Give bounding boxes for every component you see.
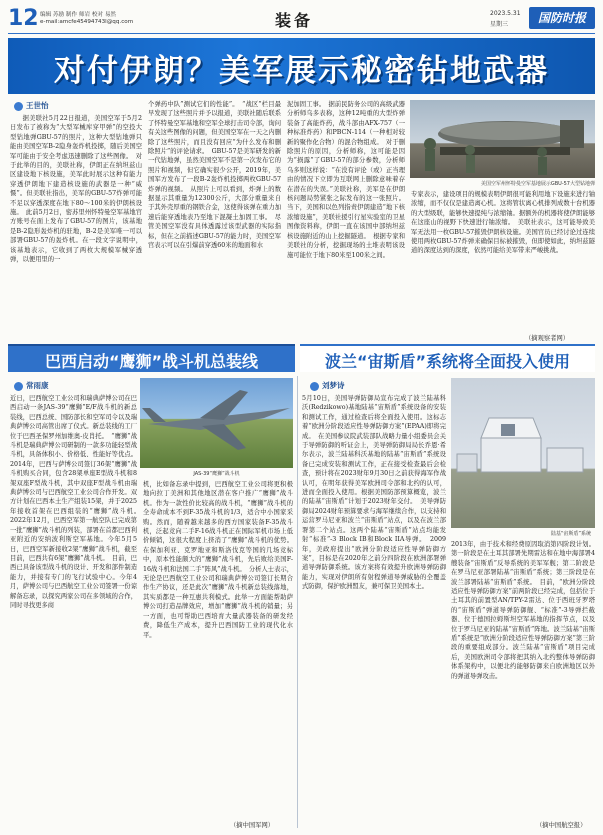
aegis-ashore-illustration	[451, 378, 595, 528]
article3-headline: 波兰“宙斯盾”系统将全面投入使用	[324, 352, 571, 371]
article1-source: （摘观察者网）	[525, 335, 570, 342]
article1-author-name: 王世怡	[26, 101, 49, 110]
article2-headline: 巴西启动“鹰狮”战斗机总装线	[44, 352, 259, 371]
page-header	[8, 6, 595, 34]
article3-col2: 2013年，由于技术和经费原因取消第四阶段计划。第一阶段是在土耳其部署先期雷达和在地中海部署4艘装备“宙斯盾”反导系统的美军军舰；第二阶段是在罗马尼亚部署陆基“宙斯盾”系统；第三阶段是在波兰部署陆基“宙斯盾”系统。 目前，“欧洲分阶段适应性导弹防御方案”前两阶段已经完成，包括位于土耳其的前置型AN/TPY-2雷达、位于西班牙罗塔的“宙斯盾”弹道导弹防御舰、“标准”-3导弹拦截器、位于德国拉姆斯坦空军基地的指挥节点，以及位于罗马尼亚的陆基“宙斯盾”阵地。波兰陆基“宙斯盾”系统是“欧洲分阶段适应性导弹防御方案”第三阶段的重要组成部分。波兰陆基“宙斯盾”项目完成后，美国欧洲司令部将把其纳入北约整体导弹防御体系架构中，以便北约能够防御来自欧洲地区以外的弹道导弹攻击。	[451, 541, 595, 680]
masthead-logo	[529, 7, 595, 29]
jet-illustration	[140, 378, 293, 468]
article3-author	[310, 380, 345, 391]
article3-author-name: 刘梦诗	[322, 381, 345, 390]
section-title: 装备	[275, 11, 314, 30]
article2-col1: 近日，巴西航空工业公司和瑞典萨博公司在巴西启动一条JAS-39“鹰狮”E/F战斗机的新总装线，巴西总统、国防部长和空军司令以及瑞典萨博公司高管出席了仪式。新总装线的工厂位于巴西圣保罗州加维奥-皮肖托。 “鹰狮”战斗机是瑞典萨博公司研制的一款多功能轻型战斗机，具备体积小、价格低、性能好等优点。2014年，巴西与萨博公司签订36架“鹰狮”战斗机购买合同，包含28架单座E型战斗机和8架双座F型战斗机，其中双座F型战斗机由瑞典萨博公司与巴西航空工业公司合作开发。双方计划在巴西本土生产组装15架，并于2025年接收首架在巴西组装的“鹰狮”战斗机。 2022年12月，巴西空军第一航空队已完成第一批“鹰狮”战斗机的列装，部署在首都巴西利亚附近的安纳波利斯空军基地。今年5月5日，巴西空军新接收2架“鹰狮”战斗机，截至目前，巴西共有6架“鹰狮”战斗机。 目前，巴西已具备该型战斗机的设计、开发和部件制造能力，并接有专门的飞行试验中心。今年4月，萨博公司与巴西航空工业公司签署一份谅解备忘录，以探究两家公司在多领域的合作，同时寻找更多商	[10, 395, 144, 609]
article2-photo	[140, 378, 293, 468]
article2-source: （摘中国军网）	[230, 822, 275, 829]
article1-col1: 据美联社5月22日报道，美国空军于5月2日发布了被称为“大型军械库穿甲弹”的空投大型钻地弹GBU-57的照片，这种大型钻地弹只能由美国空军B-2隐身轰炸机投掷，随后美国空军可能由于安全考虑迅速删除了这些图像。 对于此举的目的，美联社称，伊朗正在纳坦兹山区建设地下核设施，美军此时展示这种有能力穿透伊朗地下建造核设施的武器是一种“威慑”。但美联社指出，美军的GBU-57炸弹可能不足以穿透深度在地下80～100米的伊朗核设施。 此前5月2日，密苏里州怀特曼空军基地官方账号在面上发布了GBU-57的图片，该基地是B-2隐形轰炸机的驻地，B-2是美军唯一可以部署GBU-57的轰炸机。在一段文字说明中，该基地表示，它收到了两枚大规模军械穿透弹，以便用里的一	[10, 115, 142, 264]
pen-icon	[14, 102, 23, 111]
article3-col1: 5月10日，美国导弹防御局宣布完成了波兰陆基科沃(Redzikowo)基地陆基“宙斯盾”系统设备的安装和测试工作，通过检查后将全面投入使用。这标志着“欧洲分阶段适应性导弹防御方案”(EPAA)即将完成。 在美国参议院武装部队战略力量小组委员会关于导弹防御的听证会上，美导弹防御局局长乔恩·希尔表示，波兰陆基科沃基地的陆基“宙斯盾”系统设备已完成安装和测试工作，正在接受检查最后会检查，预计将在2023财年9月30日之前获得海军作战认可，在明年获得美军欧洲司令部和北约的认可，进而全面投入使用。根据美国防部预算概览，波兰的陆基“宙斯盾”计划于2023财年交付。 美导弹防御局2024财年预算要求与海军继续合作，以支持和运营罗马尼亚和波兰“宙斯盾”站点，以及在波兰部署第二个站点。这两个陆基“宙斯盾”站点均能发射“标准”-3 Block IB和Block IIA导弹。 2009年，美政府提出“欧洲分阶段适应性导弹防御方案”，目标是在2020年之前分四阶段在欧洲部署弹道导弹防御系统。该方案将有效提升欧洲导弹防御能力，实现对伊朗所有射程弹道导弹威胁的全覆盖式防御，保护欧洲盟友，兼可保卫美国本土。	[302, 395, 446, 591]
article2-author-name: 常雨康	[26, 381, 49, 390]
bomb-illustration	[410, 100, 595, 178]
article2-head	[8, 344, 295, 372]
article2-author	[14, 380, 49, 391]
article3-source: （摘中国航空报）	[536, 822, 587, 829]
article2-col2: 机，比如备忘录中提到，巴西航空工业公司将更积极地向拉丁美洲和其他地区潜在客户推广“鹰狮”战斗机。作为一款性价比较高的战斗机，“鹰狮”战斗机的全寿命成本不到F-35战斗机的1/3，适合中小国家采购。然而，随着越来越多的西方国家装备F-35战斗机，泛起竞向二手F-16战斗机正在国际军机市场上低价倾销，这很大程度上挤消了“鹰狮”战斗机的优势。在保加利亚、克罗地亚和斯洛伐克等国的几场竞标中，原本性能颇大的“鹰狮”战斗机，先后败给美国F-16战斗机和法国二手“阵风”战斗机。 分析人士表示，无论是巴西航空工业公司和瑞典萨博公司签订长期合作生产协议，还是此次“鹰狮”战斗机新总装线落地，其实质都是一种互惠共利模式。此举一方面能帮助萨博公司打造品牌效应，增加“鹰狮”战斗机的销量；另一方面，也可帮助巴西培育大量武器装备的研发经费，降低生产成本，提升巴西国防工业的现代化水平。	[143, 481, 293, 639]
masthead-text: 国防时报	[537, 11, 586, 25]
article1-banner	[8, 38, 595, 94]
article3-head	[300, 344, 595, 372]
pen-icon	[14, 382, 23, 391]
article1-col4: 专家表示，建设项目的规模表明伊朗很可能利用地下设施来进行铀浓缩，而不仅仅是建造离心机。这将管状离心机排列成数十台机器的大型级联，能够快速提纯与浓缩铀。据额外的机器将使伊朗能够在这座山的视野下快速进行铀浓缩。 美联社表示，这可能导致美军无法用一枚GBU-57摧毁伊朗核设施。美国官员已经讨论过连续使用两枚GBU-57炸弹来确保目标被摧毁，但即使如此，纳坦兹隧道的深度达到的深度，依然可能给美军带来严峻挑战。	[411, 191, 595, 255]
email-line: e-mail:amcfe45494743l@qq.com	[40, 19, 134, 25]
article1-caption: 美国空军州怀特曼空军基地展示GBU-57大型钻地弹	[480, 181, 595, 187]
page-number: 12	[8, 6, 39, 31]
column-divider	[297, 376, 298, 828]
article3-photo	[451, 378, 595, 528]
pen-icon	[310, 382, 319, 391]
issue-weekday: 星期三	[490, 21, 509, 28]
article1-col2: 个弹药中队”测试它们的性能”。 “战区”栏目最早发现了这些照片并予以报道，美联社随后联系了怀特曼空军基地和空军全球打击司令部，询问有关这些图像的问题，但美国空军在一天之内删除了这些照片，而且没有回应“为什么发布和删除照片”的评论请求。 GBU-57是美军研发的新一代钻地弹，虽然美国空军不是第一次发布它的照片和视频，但它确实很少公开，2019年，美国军方发布了一段B-2轰炸机投掷两枚GBU-57炸弹的视频。 从照片上可以看到，炸弹上的数据显示其重量为12300公斤，大部分重量来自于其外壳厚重的钢铁合金，这使得该弹在重力加速后能穿透地表乃至地下混凝土加固工事。 尽管美国空军没有具体透露过该型武器的实际指标，但在之前描述GBU-57的能力时，美国空军官表示可以在引爆前穿透60米的地面和水	[148, 101, 281, 250]
article3-caption: 陆基“宙斯盾”系统	[550, 531, 591, 537]
article2-caption: JAS-39“鹰狮”战斗机	[193, 471, 240, 477]
article1-author	[14, 100, 49, 111]
issue-date: 2023.5.31	[490, 10, 521, 17]
article1-headline: 对付伊朗？美军展示秘密钻地武器	[54, 53, 549, 89]
article1-col3: 泥加固工事。 据前民防务公司的高级武器分析师乌多表称，这种12吨重的大型炸弹装备了高能炸药，战斗部由AFX-757（一种标准炸药）和PBCN-114（一种相对较新的聚作化合物）的混合物组成。 对于删除照片的原因，分析师称，这可能是因为“损露”了GBU-57的部分参数，分析师乌多则这样说：“在没有评论（或）正当理由的情况下立即为互联网上删除意味着存在潜在的失误。”美联社称，美军是在伊朗核问题局势紧张之际发布的这一张照片。当下，美国和以色列指责伊朗建造“地下核浓缩设施”，美联社援引行星实验室的卫星图像资料称，伊朗一直在该国中部纳坦兹核设施附近的山上挖掘隧道。 根据专家和美联社的分析，挖掘现场的土堆表明该设施可能位于地下80米至100米之间。	[287, 101, 405, 259]
article1-photo	[410, 100, 595, 178]
editor-line: 编辑 苏励 制作 师岩 校对 易然	[40, 12, 117, 18]
